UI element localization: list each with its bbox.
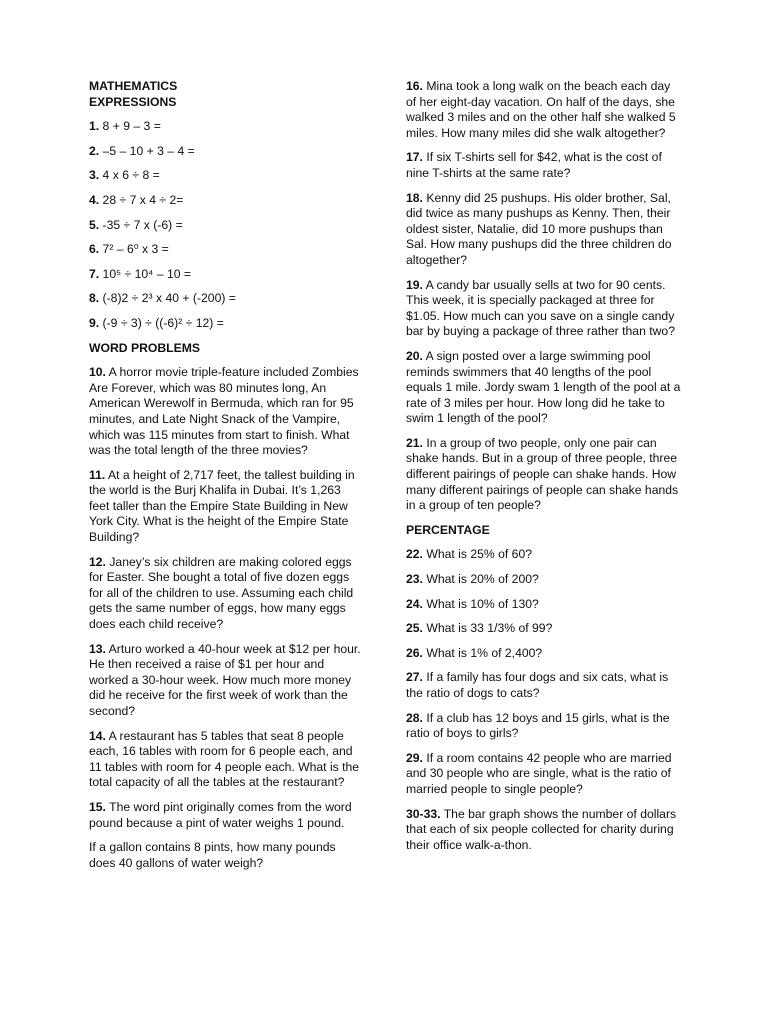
problem-text: If a room contains 42 people who are married and 30 people who are single, what is the ratio of married people to single people? [406,750,672,796]
word-problem-list [406,79,682,514]
problem-number: 29. [406,750,423,765]
problem-number: 5. [89,217,100,232]
problem-text: What is 20% of 200? [422,572,539,587]
problem-text: A sign posted over a large swimming pool reminds swimmers that 40 lengths of the pool equals 1 mile. Jordy swam 1 length of the pool at a rate of 3 miles per hour. How long did he take to swim 1 length of the pool? [406,348,681,426]
problem-text: 10⁵ ÷ 10⁴ – 10 = [99,266,192,281]
expression-item [89,168,364,184]
expression-item [89,267,364,283]
problem-text: Kenny did 25 pushups. His older brother, Sal, did twice as many pushups as Kenny. Then, their oldest sister, Natalie, did 10 more pushups than Sal. How many pushups did the three children do altogether? [406,190,672,267]
problem-number: 6. [89,242,100,257]
problem-number: 11. [89,467,106,482]
problem-text: –5 – 10 + 3 – 4 = [99,143,195,158]
problem-text: If a club has 12 boys and 15 girls, what is the ratio of boys to girls? [406,710,670,741]
problem-text: If a family has four dogs and six cats, what is the ratio of dogs to cats? [406,670,669,700]
problem-number: 21. [406,435,423,450]
problem-text: In a group of two people, only one pair can shake hands. But in a group of three people, three different pairings of people can shake hands. How many different pairings of people can shake hands in a group of ten people? [406,435,679,513]
word-problem-item [406,349,682,427]
problem-number: 16. [406,79,423,93]
expression-list [89,119,364,331]
problem-text: The bar graph shows the number of dollars that each of six people collected for charity during their office walk-a-thon. [406,806,677,852]
problem-text: 7² – 6⁰ x 3 = [99,242,169,257]
word-problem-item [89,365,364,459]
percentage-item [406,621,682,637]
problem-number: 25. [406,621,423,636]
problem-number: 24. [406,596,423,611]
problem-number: 20. [406,348,423,363]
word-problem-item [89,555,364,633]
word-problem-item [89,800,364,831]
section-heading-percentage: PERCENTAGE [406,522,490,537]
expression-item [89,316,364,332]
problem-text: Mina took a long walk on the beach each day of her eight-day vacation. On half of the days, she walked 3 miles and on the other half she walked 5 miles. How many miles did she walk altogether? [406,79,676,140]
problem-text: Arturo worked a 40-hour week at $12 per hour. He then received a raise of $1 per hour and worked a 30-hour week. How much more money did he receive for the first week of work than the second? [89,641,361,718]
problem-number: 28. [406,710,423,725]
word-problem-item [406,278,682,340]
expression-item [89,193,364,209]
problem-number: 15. [89,799,106,814]
problem-text: A horror movie triple-feature included Zombies Are Forever, which was 80 minutes long, An American Werewolf in Bermuda, which ran for 95 minutes, and Late Night Snack of the Vampire, which was 115 minutes from start to finish. What was the total length of the three movies? [89,365,359,458]
percentage-item [406,547,682,563]
expression-item [89,144,364,160]
percentage-item [406,711,682,742]
problem-number: 3. [89,168,100,183]
percentage-item [406,670,682,701]
title-mathematics: MATHEMATICS [89,79,178,93]
word-problem-item [406,436,682,514]
problem-number: 18. [406,190,423,205]
expression-item [89,242,364,258]
left-column [89,79,364,880]
expression-item [89,291,364,307]
problem-text: A restaurant has 5 tables that seat 8 people each, 16 tables with room for 6 people each, and 11 tables with room for 4 people each. What is the total capacity of all the tables at the restaurant? [89,728,360,790]
problem-text: (-8)2 ÷ 2³ x 40 + (-200) = [99,291,236,306]
problem-number: 30-33. [406,806,441,821]
word-problem-item [89,840,364,871]
problem-text: Janey’s six children are making colored eggs for Easter. She bought a total of five dozen eggs for all of the children to use. Assuming each child gets the same number of eggs, how many eggs does each child receive? [89,554,354,632]
problem-number: 8. [89,291,100,306]
percentage-item [406,597,682,613]
problem-text: If six T-shirts sell for $42, what is the cost of nine T-shirts at the same rate? [406,150,662,180]
word-problem-list [89,365,364,871]
problem-number: 4. [89,192,100,207]
percentage-item [406,646,682,662]
problem-number: 10. [89,365,106,380]
problem-number: 14. [89,728,106,743]
problem-number: 7. [89,266,100,281]
right-column [406,79,682,862]
problem-number: 13. [89,641,106,656]
problem-text: (-9 ÷ 3) ÷ ((-6)² ÷ 12) = [99,315,224,330]
problem-text: -35 ÷ 7 x (-6) = [99,217,183,232]
problem-text: What is 25% of 60? [422,547,533,562]
percentage-list [406,547,682,853]
problem-number: 2. [89,143,100,158]
problem-number: 12. [89,554,106,569]
problem-text: 8 + 9 – 3 = [99,119,161,134]
problem-number: 26. [406,645,423,660]
word-problem-item [89,729,364,791]
word-problem-item [406,191,682,269]
expression-item [89,119,364,135]
problem-text: What is 10% of 130? [422,596,539,611]
section-heading-expressions: EXPRESSIONS [89,94,177,109]
problem-text: What is 33 1/3% of 99? [422,621,553,636]
percentage-item [406,751,682,798]
expression-item [89,218,364,234]
problem-number: 1. [89,119,100,134]
problem-number: 19. [406,277,423,292]
percentage-item [406,572,682,588]
title-block [89,79,364,110]
problem-number: 9. [89,315,100,330]
problem-text: 28 ÷ 7 x 4 ÷ 2= [99,192,184,207]
problem-text: If a gallon contains 8 pints, how many pounds does 40 gallons of water weigh? [89,840,336,870]
problem-number: 17. [406,150,423,165]
problem-text: The word pint originally comes from the word pound because a pint of water weighs 1 pound. [89,799,352,830]
problem-number: 22. [406,547,423,562]
problem-text: What is 1% of 2,400? [422,645,543,660]
problem-number: 23. [406,572,423,587]
problem-text: At a height of 2,717 feet, the tallest building in the world is the Burj Khalifa in Dubai. It’s 1,263 feet taller than the Empire State Building in New York City. What is the height of the Empire State Building? [89,467,355,545]
problem-text: 4 x 6 ÷ 8 = [99,168,160,183]
word-problem-item [406,150,682,181]
problem-text: A candy bar usually sells at two for 90 cents. This week, it is specially packaged at three for $1.05. How much can you save on a single candy bar by buying a package of three rather than two? [406,277,675,339]
section-heading-word-problems: WORD PROBLEMS [89,340,201,355]
word-problem-item [89,468,364,546]
problem-number: 27. [406,670,423,685]
percentage-item [406,807,682,854]
word-problem-item [89,642,364,720]
word-problem-item [406,79,682,141]
